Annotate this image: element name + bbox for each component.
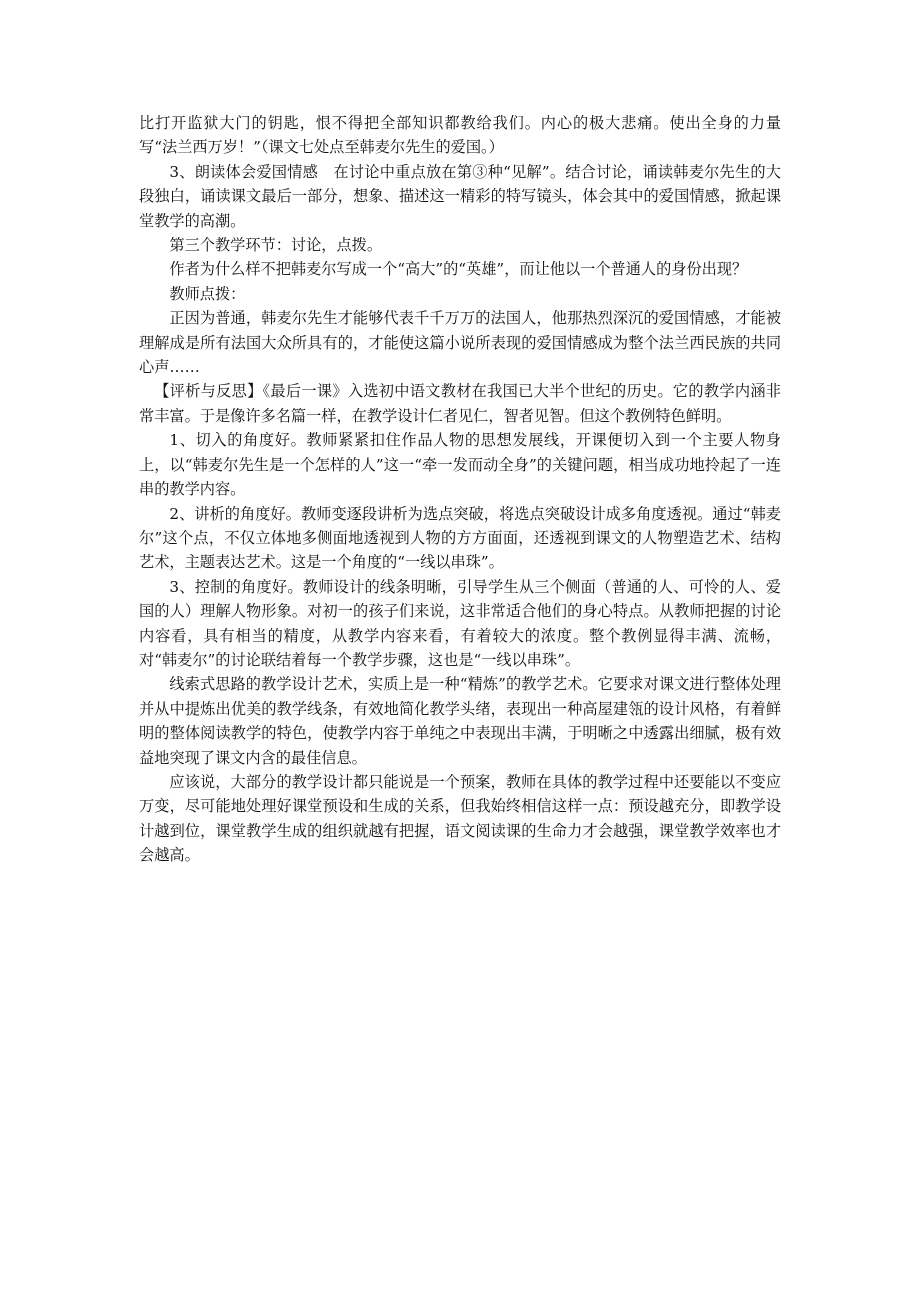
paragraph-conclusion: 应该说，大部分的教学设计都只能说是一个预案，教师在具体的教学过程中还要能以不变应万变，尽可能地处理好课堂预设和生成的关系，但我始终相信这样一点：预设越充分，即教学设计越到位，课堂教学生成的组织就越有把握，语文阅读课的生命力才会越强，课堂教学效率也才会越高。 bbox=[139, 772, 781, 865]
paragraph-design-art: 线索式思路的教学设计艺术，实质上是一种“精炼”的教学艺术。它要求对课文进行整体处理并从中提炼出优美的教学线条，有效地简化教学头绪，表现出一种高屋建瓴的设计风格，有着鲜明的整体阅读教学的特色，使教学内容于单纯之中表现出丰满，于明晰之中透露出细腻，极有效益地突现了课文内含的最佳信息。 bbox=[139, 675, 781, 767]
paragraph-third-step: 第三个教学环节：讨论，点拨。 bbox=[169, 236, 383, 255]
paragraph-reading-patriotism: 3、朗读体会爱国情感 在讨论中重点放在第③种“见解”。结合讨论，诵读韩麦尔先生的大段独白，诵读课文最后一部分，想象、描述这一精彩的特写镜头，体会其中的爱国情感，掀起课堂教学的高潮。 bbox=[139, 162, 781, 230]
document-body bbox=[139, 111, 781, 868]
paragraph-point-1: 1、切入的角度好。教师紧紧扣住作品人物的思想发展线，开课便切入到一个主要人物身上，以“韩麦尔先生是一个怎样的人”这一“牵一发而动全身”的关键问题，相当成功地拎起了一连串的教学内容。 bbox=[139, 431, 781, 499]
paragraph-continuation: 比打开监狱大门的钥匙，恨不得把全部知识都教给我们。内心的极大悲痛。使出全身的力量写“法兰西万岁！”（课文七处点至韩麦尔先生的爱国。） bbox=[139, 114, 781, 157]
paragraph-analysis-reflection: 【评析与反思】《最后一课》入选初中语文教材在我国已大半个世纪的历史。它的教学内涵非常丰富。于是像许多名篇一样，在教学设计仁者见仁，智者见智。但这个教例特色鲜明。 bbox=[139, 382, 781, 425]
paragraph-question: 作者为什么样不把韩麦尔写成一个“高大”的“英雄”，而让他以一个普通人的身份出现？ bbox=[169, 260, 748, 279]
paragraph-teacher-guidance-label: 教师点拨： bbox=[169, 284, 246, 303]
paragraph-point-3: 3、控制的角度好。教师设计的线条明晰，引导学生从三个侧面（普通的人、可怜的人、爱国的人）理解人物形象。对初一的孩子们来说，这非常适合他们的身心特点。从教师把握的讨论内容看，具有相当的精度，从教学内容来看，有着较大的浓度。整个教例显得丰满、流畅，对“韩麦尔”的讨论联结着每一个教学步骤，这也是“一线以串珠”。 bbox=[139, 577, 781, 669]
paragraph-teacher-guidance: 正因为普通，韩麦尔先生才能够代表千千万万的法国人，他那热烈深沉的爱国情感，才能被理解成是所有法国大众所具有的，才能使这篇小说所表现的爱国情感成为整个法兰西民族的共同心声…… bbox=[139, 309, 781, 377]
paragraph-point-2: 2、讲析的角度好。教师变逐段讲析为选点突破，将选点突破设计成多角度透视。通过“韩麦尔”这个点，不仅立体地多侧面地透视到人物的方方面面，还透视到课文的人物塑造艺术、结构艺术，主题表达艺术。这是一个角度的“一线以串珠”。 bbox=[139, 504, 781, 572]
